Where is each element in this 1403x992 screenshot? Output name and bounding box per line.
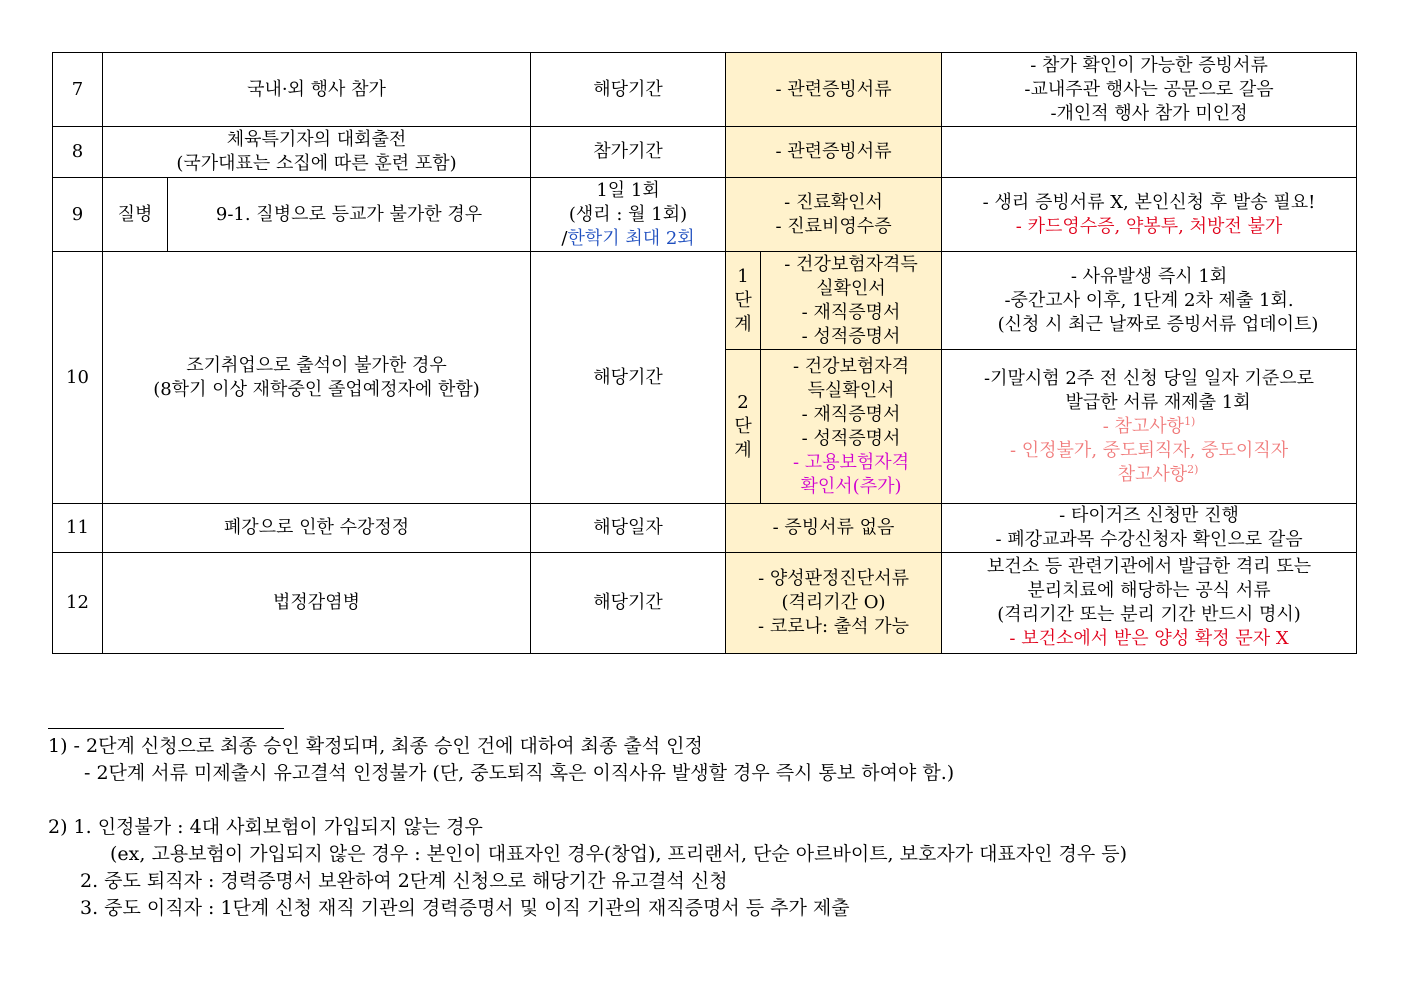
table-row-12	[53, 553, 1357, 654]
notes-cell: - 타이거즈 신청만 진행 - 폐강교과목 수강신청자 확인으로 갈음	[942, 504, 1357, 553]
item-cell: 9-1. 질병으로 등교가 불가한 경우	[168, 178, 531, 252]
item-cell: 폐강으로 인한 수강정정	[103, 504, 531, 553]
item-cell: 조기취업으로 출석이 불가한 경우 (8학기 이상 재학중인 졸업예정자에 한함)	[103, 252, 531, 504]
footnote-1-line: 1) - 2단계 신청으로 최종 승인 확정되며, 최종 승인 건에 대하여 최종 출석 인정	[48, 735, 703, 757]
stage-label: 2 단 계	[726, 350, 761, 504]
item-cell: 법정감염병	[103, 553, 531, 654]
period-cell: 해당기간	[531, 553, 726, 654]
row-number: 9	[53, 178, 103, 252]
docs-cell: - 건강보험자격득 실확인서 - 재직증명서 - 성적증명서	[761, 252, 942, 350]
docs-cell: - 증빙서류 없음	[726, 504, 942, 553]
docs-cell: - 건강보험자격 득실확인서 - 재직증명서 - 성적증명서 - 고용보험자격 확인서(추가)	[761, 350, 942, 504]
table-row-10-stage1	[53, 252, 1357, 350]
docs-cell: - 진료확인서 - 진료비영수증	[726, 178, 942, 252]
footnote-ref-1[interactable]: 1)	[1184, 414, 1196, 428]
table-row-9	[53, 178, 1357, 252]
row-number: 10	[53, 252, 103, 504]
row-number: 12	[53, 553, 103, 654]
category-cell: 질병	[103, 178, 168, 252]
footnote-2-line: 2) 1. 인정불가 : 4대 사회보험이 가입되지 않는 경우	[48, 816, 483, 838]
item-cell: 국내·외 행사 참가	[103, 53, 531, 127]
docs-cell: - 관련증빙서류	[726, 127, 942, 178]
docs-cell: - 양성판정진단서류 (격리기간 O) - 코로나: 출석 가능	[726, 553, 942, 654]
notes-cell: - 참가 확인이 가능한 증빙서류 -교내주관 행사는 공문으로 갈음 -개인적 행사 참가 미인정	[942, 53, 1357, 127]
notes-cell: - 사유발생 즉시 1회 -중간고사 이후, 1단계 2차 제출 1회. (신청 시 최근 날짜로 증빙서류 업데이트)	[942, 252, 1357, 350]
period-cell: 해당일자	[531, 504, 726, 553]
notes-cell: - 생리 증빙서류 X, 본인신청 후 발송 필요! - 카드영수증, 약봉투, 처방전 불가	[942, 178, 1357, 252]
footnote-2-line: 3. 중도 이직자 : 1단계 신청 재직 기관의 경력증명서 및 이직 기관의 재직증명서 등 추가 제출	[80, 897, 850, 919]
table-row-11	[53, 504, 1357, 553]
period-cell: 1일 1회 (생리 : 월 1회) /한학기 최대 2회	[531, 178, 726, 252]
period-cell: 해당기간	[531, 53, 726, 127]
row-number: 7	[53, 53, 103, 127]
notes-cell: -기말시험 2주 전 신청 당일 일자 기준으로 발급한 서류 재제출 1회 - 참고사항$^{1)}$ - 인정불가, 중도퇴직자, 중도이직자 참고사항$^{2)}$	[942, 350, 1357, 504]
table-row-7	[53, 53, 1357, 127]
max-per-semester: 한학기 최대 2회	[567, 227, 695, 249]
footnotes	[48, 728, 1378, 922]
notes-cell	[942, 127, 1357, 178]
footnote-2-line: 2. 중도 퇴직자 : 경력증명서 보완하여 2단계 신청으로 해당기간 유고결석 신청	[80, 870, 728, 892]
row-number: 8	[53, 127, 103, 178]
footnote-ref-2[interactable]: 2)	[1187, 462, 1199, 476]
footnote-divider	[48, 728, 284, 729]
item-cell: 체육특기자의 대회출전 (국가대표는 소집에 따른 훈련 포함)	[103, 127, 531, 178]
table-row-8	[53, 127, 1357, 178]
footnote-1-line: - 2단계 서류 미제출시 유고결석 인정불가 (단, 중도퇴직 혹은 이직사유 발생할 경우 즉시 통보 하여야 함.)	[84, 762, 955, 784]
period-cell: 참가기간	[531, 127, 726, 178]
docs-cell: - 관련증빙서류	[726, 53, 942, 127]
row-number: 11	[53, 504, 103, 553]
footnote-2-line: (ex, 고용보험이 가입되지 않은 경우 : 본인이 대표자인 경우(창업), 프리랜서, 단순 아르바이트, 보호자가 대표자인 경우 등)	[110, 843, 1128, 865]
stage-label: 1 단 계	[726, 252, 761, 350]
notes-cell: 보건소 등 관련기관에서 발급한 격리 또는 분리치료에 해당하는 공식 서류 (격리기간 또는 분리 기간 반드시 명시) - 보건소에서 받은 양성 확정 문자 X	[942, 553, 1357, 654]
period-cell: 해당기간	[531, 252, 726, 504]
attendance-table	[52, 52, 1357, 654]
